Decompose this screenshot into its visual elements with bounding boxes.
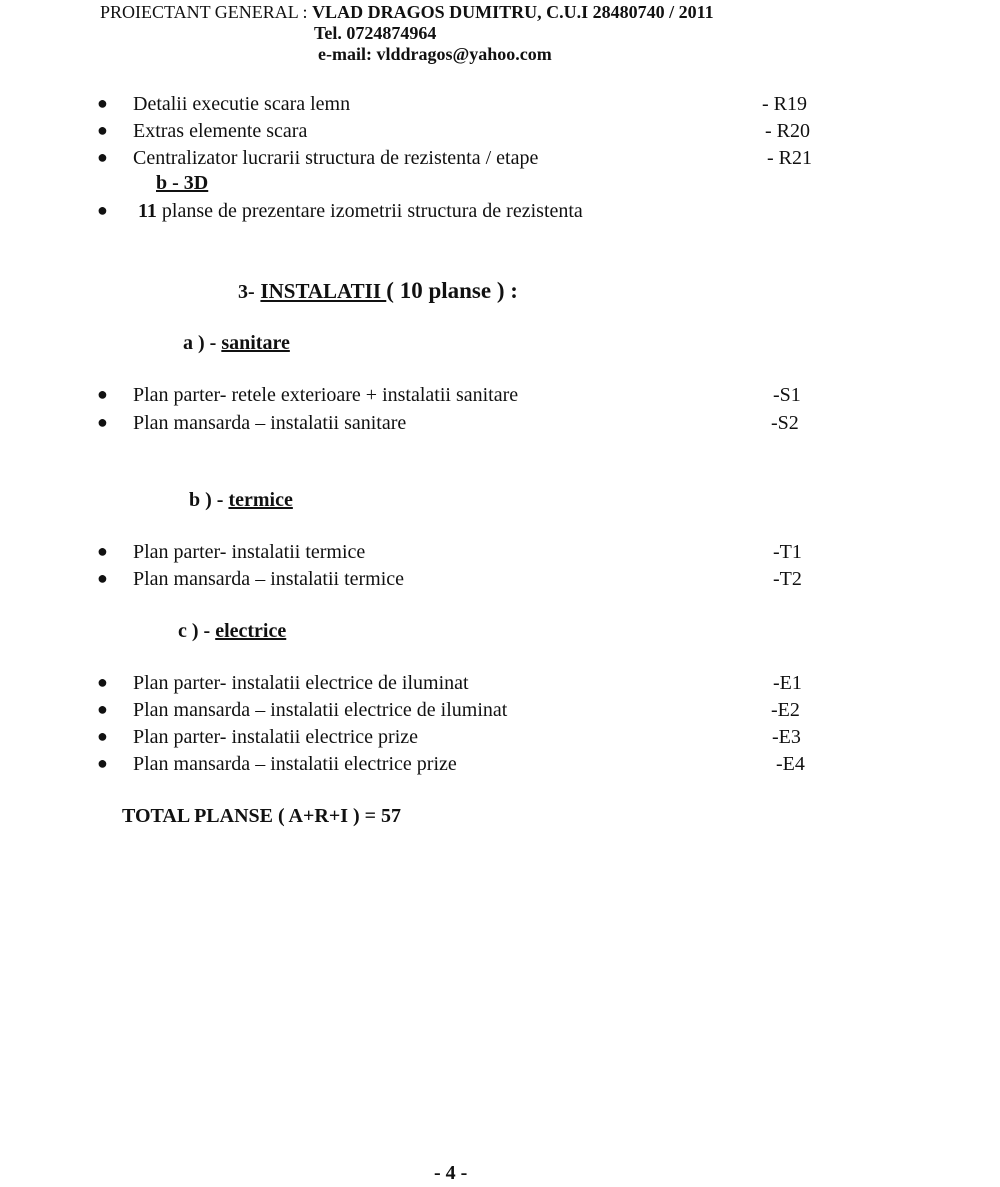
bullet-icon: ● (97, 147, 108, 167)
header-designer: VLAD DRAGOS DUMITRU, C.U.I 28480740 / 2011 (312, 2, 714, 22)
list-item (0, 120, 1000, 146)
item-text: Plan mansarda – instalatii electrice de iluminat (133, 699, 508, 721)
list-item (0, 147, 1000, 173)
item-description: planse de prezentare izometrii structura de rezistenta (161, 200, 583, 222)
item-text: Plan mansarda – instalatii electrice prize (133, 753, 457, 775)
list-item (0, 384, 1000, 410)
bullet-icon: ● (97, 412, 108, 432)
item-code: -S1 (773, 384, 801, 406)
item-text: Plan mansarda – instalatii termice (133, 568, 405, 590)
bullet-icon: ● (97, 384, 108, 404)
list-item (0, 672, 1000, 698)
section-title (238, 278, 518, 304)
header-line-1 (100, 2, 714, 23)
item-text: Plan parter- retele exterioare + instalatii sanitare (133, 384, 519, 406)
item-code: -E4 (776, 753, 805, 775)
item-code: -E3 (772, 726, 801, 748)
subsection-3d-title: b - 3D (156, 172, 209, 194)
header-phone: Tel. 0724874964 (314, 23, 437, 43)
section-name: INSTALATII (260, 279, 387, 303)
item-code: -E1 (773, 672, 802, 694)
bullet-icon: ● (97, 753, 108, 773)
bullet-icon: ● (97, 541, 108, 561)
list-item (0, 541, 1000, 567)
bullet-icon: ● (97, 672, 108, 692)
item-code: -S2 (771, 412, 799, 434)
item-code: -E2 (771, 699, 800, 721)
bullet-icon: ● (97, 726, 108, 746)
subsection-termice-title (189, 489, 293, 512)
subsection-prefix: b ) - (189, 489, 229, 511)
subsection-prefix: c ) - (178, 620, 216, 642)
list-item (0, 699, 1000, 725)
subsection-electrice-title (178, 620, 286, 643)
item-code: - R21 (767, 147, 812, 169)
list-item (0, 200, 1000, 226)
item-code: -T1 (773, 541, 802, 563)
item-code: - R20 (765, 120, 810, 142)
header-label: PROIECTANT GENERAL : (100, 2, 308, 22)
item-count: 11 (138, 200, 157, 222)
bullet-icon: ● (97, 568, 108, 588)
list-item (0, 753, 1000, 779)
list-item (0, 726, 1000, 752)
item-code: -T2 (773, 568, 802, 590)
list-item (0, 568, 1000, 594)
section-prefix: 3- (238, 281, 255, 303)
item-text: Plan parter- instalatii electrice prize (133, 726, 419, 748)
subsection-name: termice (228, 489, 293, 511)
item-code: - R19 (762, 93, 807, 115)
bullet-icon: ● (97, 93, 108, 113)
subsection-sanitare-title (183, 332, 290, 355)
page-number: - 4 - (434, 1162, 468, 1184)
section-count: ( 10 planse ) : (386, 278, 518, 303)
bullet-icon: ● (97, 200, 108, 220)
item-text: Centralizator lucrarii structura de rezistenta / etape (133, 147, 539, 169)
list-item (0, 412, 1000, 438)
total-planse: TOTAL PLANSE ( A+R+I ) = 57 (122, 805, 402, 827)
item-text: Detalii executie scara lemn (133, 93, 351, 115)
bullet-icon: ● (97, 699, 108, 719)
list-item (0, 93, 1000, 119)
bullet-icon: ● (97, 120, 108, 140)
item-text: Plan parter- instalatii termice (133, 541, 366, 563)
subsection-name: sanitare (221, 332, 290, 354)
header-email: e-mail: vlddragos@yahoo.com (318, 44, 552, 64)
item-text: Plan parter- instalatii electrice de iluminat (133, 672, 469, 694)
item-text (138, 200, 583, 223)
subsection-prefix: a ) - (183, 332, 222, 354)
item-text: Extras elemente scara (133, 120, 308, 142)
subsection-name: electrice (215, 620, 287, 642)
item-text: Plan mansarda – instalatii sanitare (133, 412, 407, 434)
